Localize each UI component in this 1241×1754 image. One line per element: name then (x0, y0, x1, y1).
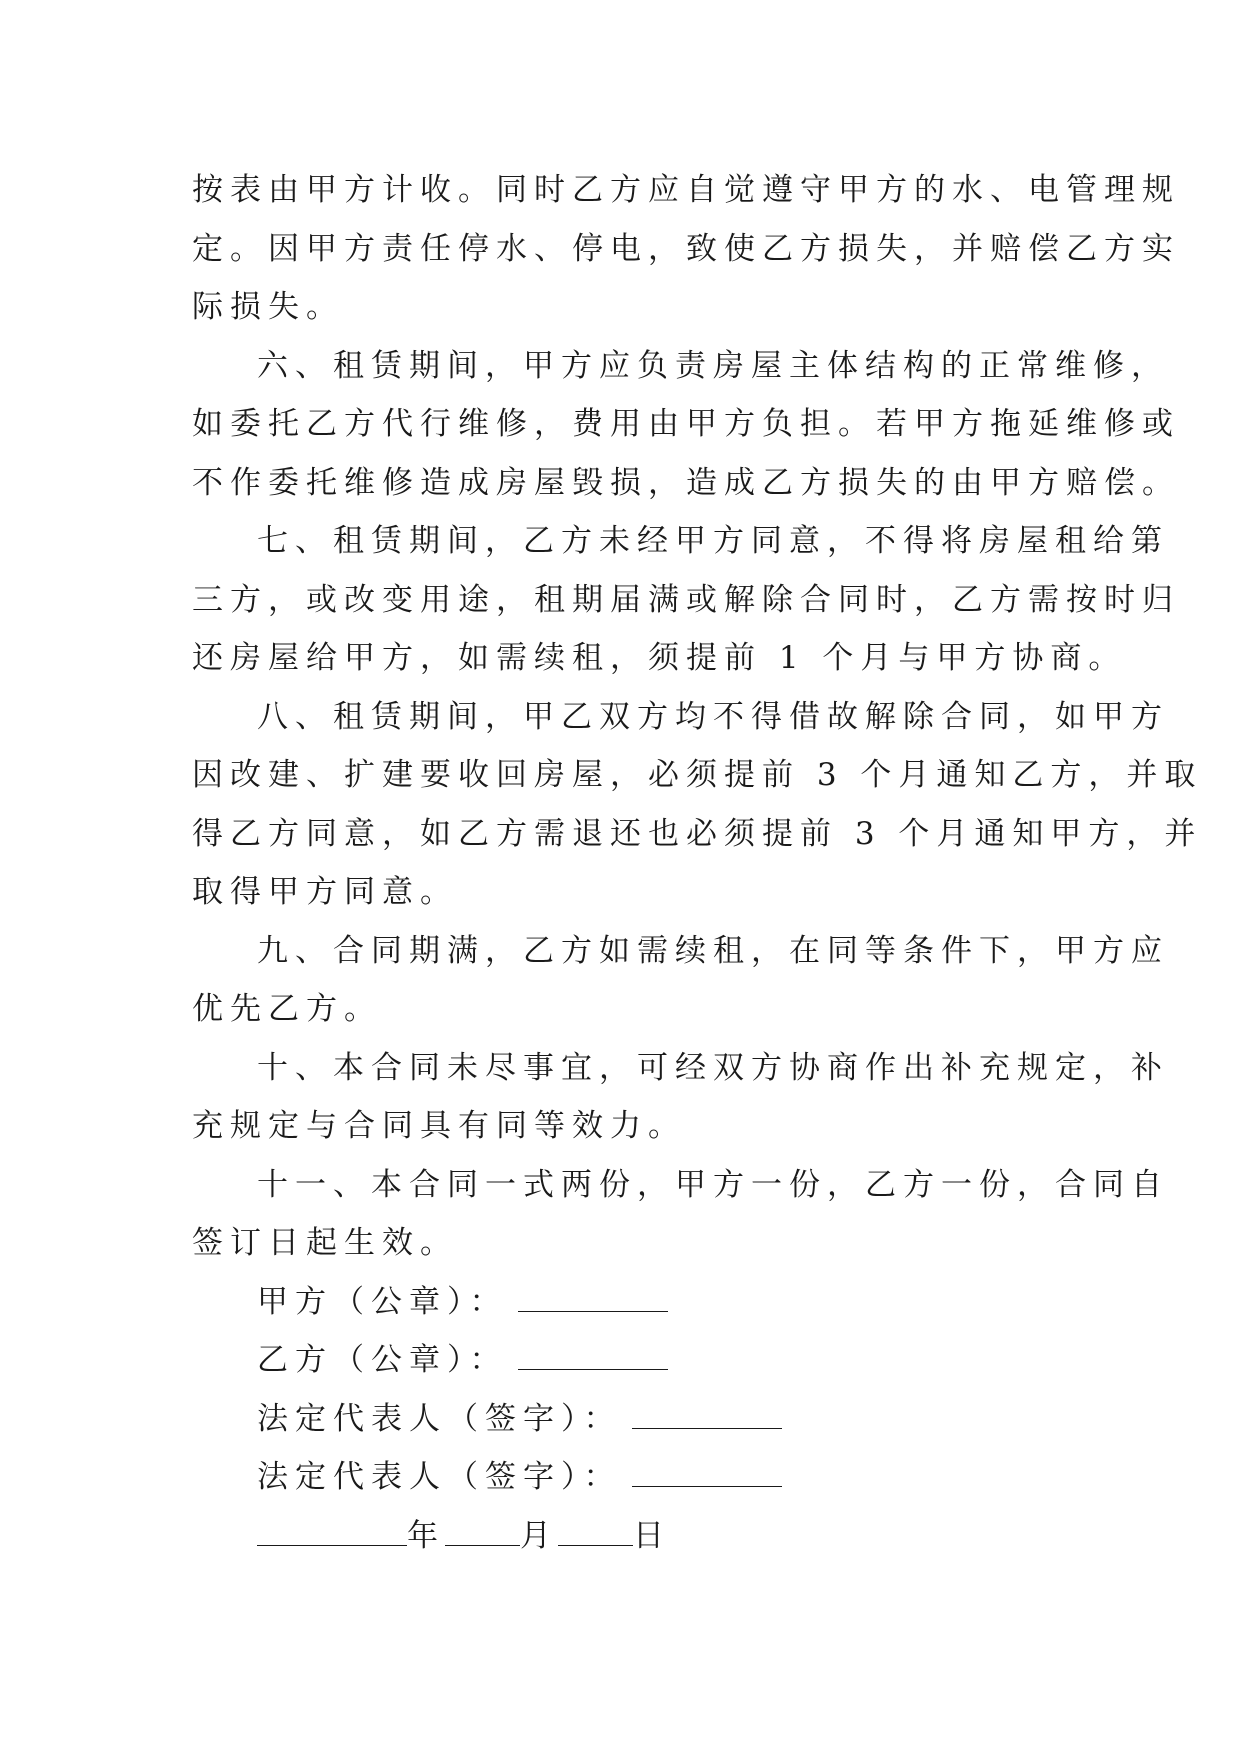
text-line: 优先乙方。 (192, 991, 382, 1027)
year-blank[interactable] (257, 1515, 407, 1546)
clause-7 (192, 512, 1180, 688)
clause-11 (192, 1156, 1169, 1273)
text-line: 三方，或改变用途，租期届满或解除合同时，乙方需按时归 (192, 581, 1180, 618)
clause-8 (192, 688, 1203, 922)
text-line: 充规定与合同具有同等效力。 (192, 1108, 686, 1144)
clause-10 (192, 1039, 1169, 1156)
party-b-seal-line (192, 1331, 1072, 1390)
text-line: 七、租赁期间，乙方未经甲方同意，不得将房屋租给第 (257, 523, 1169, 559)
legal-rep-b-line (192, 1448, 1072, 1507)
text-line: 八、租赁期间，甲乙双方均不得借故解除合同，如甲方 (257, 698, 1169, 735)
party-a-seal-blank[interactable] (518, 1281, 668, 1312)
month-label: 月 (520, 1517, 558, 1554)
text-line: 九、合同期满，乙方如需续租，在同等条件下，甲方应 (257, 932, 1169, 969)
clause-6 (192, 337, 1180, 513)
day-label: 日 (633, 1517, 671, 1554)
party-b-seal-blank[interactable] (518, 1339, 668, 1370)
text-line: 得乙方同意，如乙方需退还也必须提前 3 个月通知甲方，并 (192, 815, 1203, 852)
legal-rep-a-blank[interactable] (632, 1398, 782, 1429)
text-line: 不作委托维修造成房屋毁损，造成乙方损失的由甲方赔偿。 (192, 464, 1180, 501)
text-line: 取得甲方同意。 (192, 874, 458, 910)
text-line: 六、租赁期间，甲方应负责房屋主体结构的正常维修， (257, 347, 1169, 384)
year-label: 年 (407, 1517, 445, 1554)
party-a-seal-line (192, 1273, 1072, 1332)
text-line: 十、本合同未尽事宜，可经双方协商作出补充规定，补 (257, 1049, 1169, 1086)
legal-rep-a-label: 法定代表人（签字）： (257, 1400, 622, 1437)
text-line: 因改建、扩建要收回房屋，必须提前 3 个月通知乙方，并取 (192, 757, 1203, 793)
signature-block (192, 1273, 1072, 1566)
text-line: 如委托乙方代行维修，费用由甲方负担。若甲方拖延维修或 (192, 406, 1180, 442)
legal-rep-a-line (192, 1390, 1072, 1449)
month-blank[interactable] (445, 1515, 520, 1546)
day-blank[interactable] (558, 1515, 633, 1546)
text-line: 十一、本合同一式两份，甲方一份，乙方一份，合同自 (257, 1166, 1169, 1203)
text-line: 还房屋给甲方，如需续租，须提前 1 个月与甲方协商。 (192, 640, 1127, 676)
text-line: 定。因甲方责任停水、停电，致使乙方损失，并赔偿乙方实 (192, 230, 1180, 267)
text-line: 际损失。 (192, 289, 344, 325)
legal-rep-b-blank[interactable] (632, 1456, 782, 1487)
date-line (192, 1507, 1072, 1566)
text-line: 签订日起生效。 (192, 1225, 458, 1261)
party-b-seal-label: 乙方（公章）： (257, 1342, 508, 1378)
paragraph-payment-clause (192, 161, 1180, 337)
legal-rep-b-label: 法定代表人（签字）： (257, 1459, 622, 1495)
party-a-seal-label: 甲方（公章）： (257, 1283, 508, 1320)
contract-page (192, 161, 1203, 1565)
text-line: 按表由甲方计收。同时乙方应自觉遵守甲方的水、电管理规 (192, 172, 1180, 208)
clause-9 (192, 922, 1169, 1039)
